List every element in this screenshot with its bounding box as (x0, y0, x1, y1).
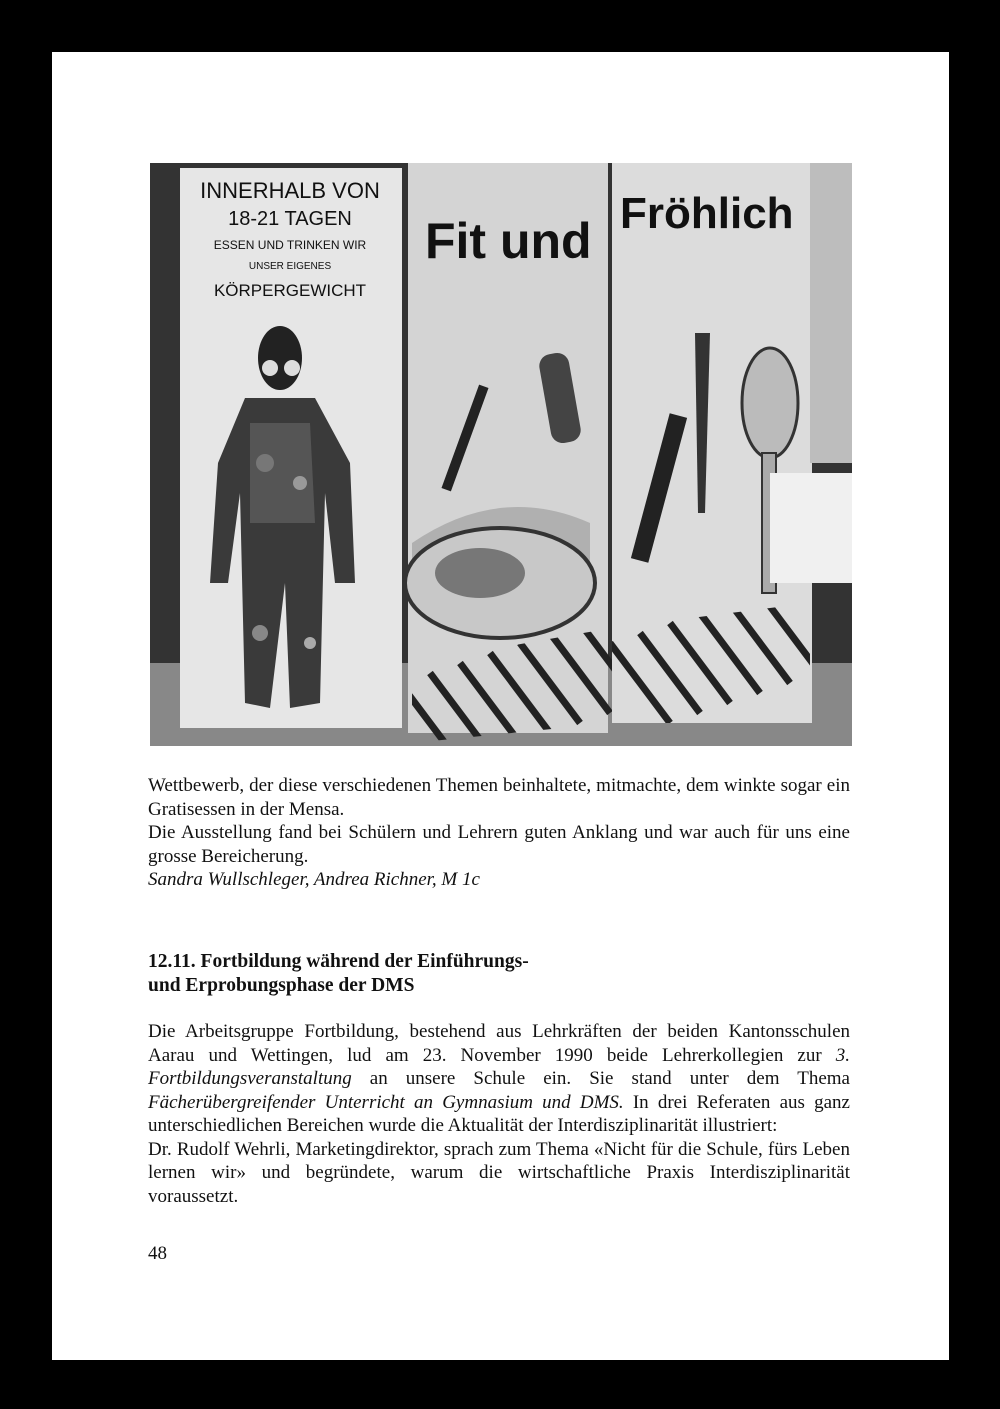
panel-text-line-3: ESSEN UND TRINKEN WIR (213, 238, 367, 252)
exhibition-illustration (150, 163, 852, 746)
panel-text-line-5: KÖRPERGEWICHT (213, 281, 367, 300)
photo-caption (148, 774, 850, 892)
body-p1-emphasis-2: Fächerübergreifender Unterricht an Gymnasium und DMS. (148, 1091, 624, 1113)
page-number: 48 (148, 1243, 167, 1264)
caption-paragraph-2: Die Ausstellung fand bei Schülern und Lehrern guten Anklang und war auch für uns eine grosse Bereicherung. (148, 822, 850, 867)
heading-line-2: und Erprobungsphase der DMS (148, 974, 415, 996)
heading-line-1: 12.11. Fortbildung während der Einführungs- (148, 951, 529, 972)
section-heading (148, 950, 850, 997)
caption-author: Sandra Wullschleger, Andrea Richner, M 1c (148, 869, 480, 890)
body-paragraph-1 (148, 1020, 850, 1138)
panel-text-line-2: 18-21 TAGEN (228, 208, 352, 230)
exhibition-photo (150, 163, 852, 746)
body-p1-text-3: In drei Referaten aus ganz unterschiedlichen Bereichen wurde die Aktualität der Interdisziplinarität illustriert: (148, 1091, 850, 1136)
panel-text-line-1: INNERHALB VON (200, 178, 380, 203)
body-text (148, 1020, 850, 1208)
body-p1-text-1: Die Arbeitsgruppe Fortbildung, bestehend aus Lehrkräften der beiden Kantonsschulen Aarau und Wettingen, lud am 23. November 1990 beide Lehrerkollegien zur (148, 1021, 850, 1066)
body-p1-emphasis-1: 3. Fortbildungsveranstaltung (148, 1044, 850, 1089)
panel-text-line-4: UNSER EIGENES (248, 261, 332, 272)
body-paragraph-2: Dr. Rudolf Wehrli, Marketingdirektor, sprach zum Thema «Nicht für die Schule, fürs Leben lernen wir» und begründete, warum die wirtschaftliche Praxis Interdisziplinarität voraussetzt. (148, 1138, 850, 1207)
body-p1-text-2: an unsere Schule ein. Sie stand unter dem Thema (351, 1068, 850, 1089)
caption-paragraph-1: Wettbewerb, der diese verschiedenen Themen beinhaltete, mitmachte, dem winkte sogar ein Gratisessen in der Mensa. (148, 775, 850, 820)
panel-title-fit-und: Fit und (425, 213, 592, 269)
document-page (52, 52, 949, 1360)
panel-title-froehlich: Fröhlich (620, 189, 794, 238)
